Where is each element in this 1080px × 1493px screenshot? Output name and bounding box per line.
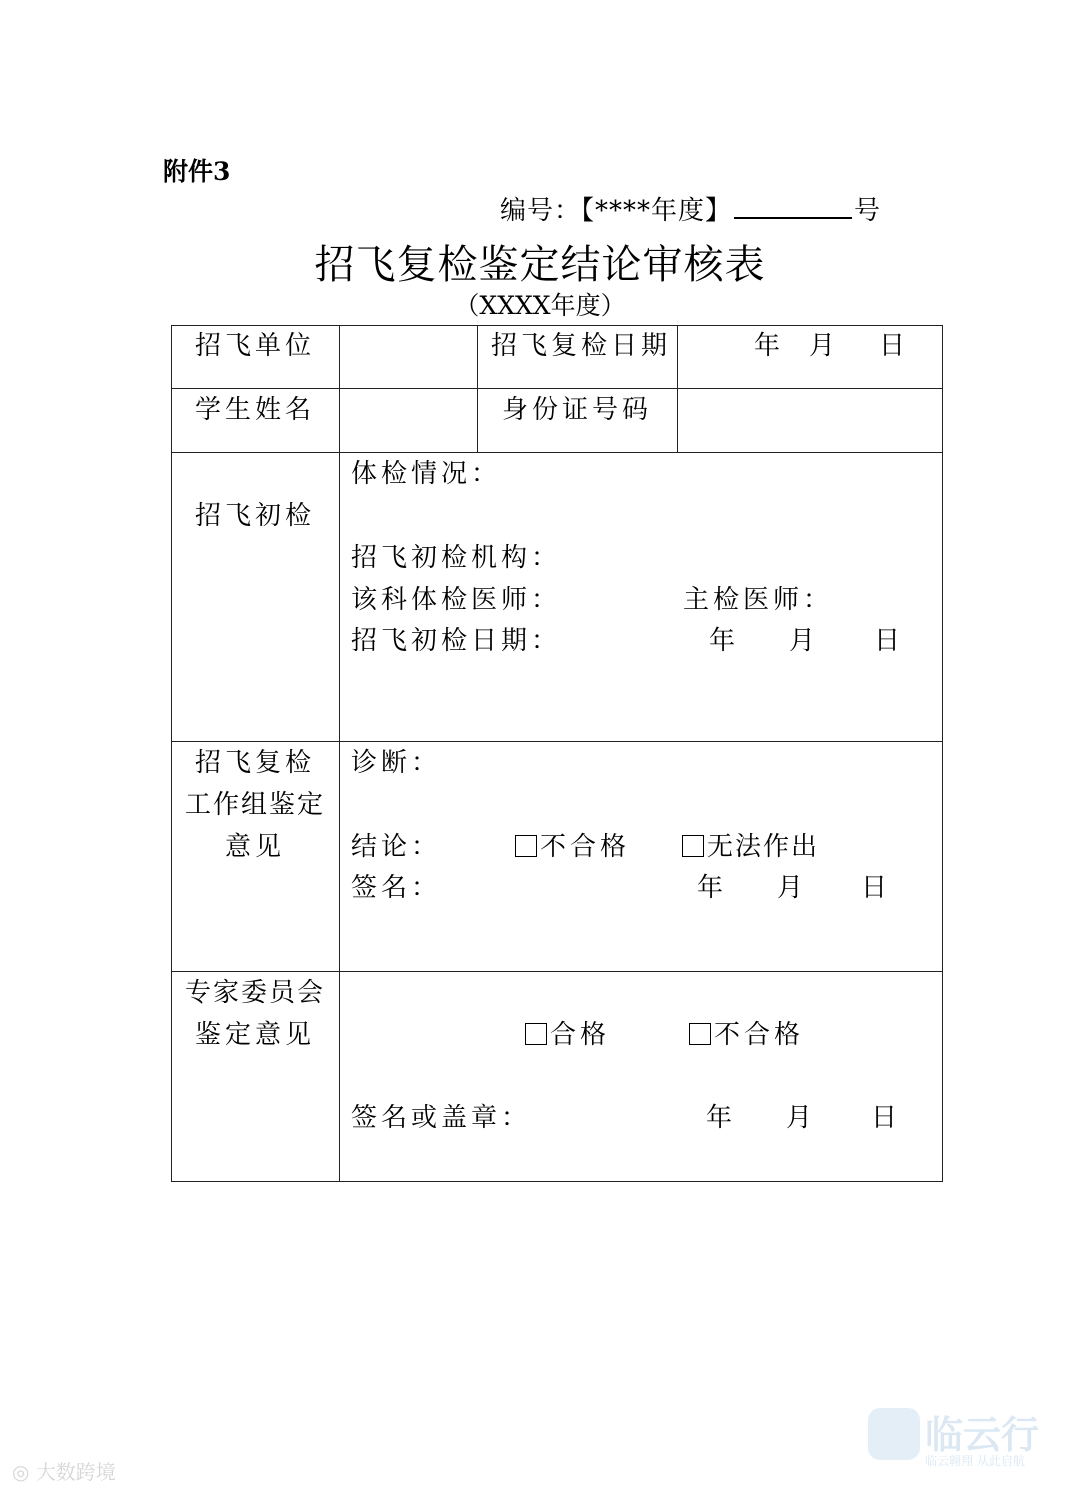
watermark-right-sub: 临云翱翔 从此启航 [925, 1454, 1025, 1468]
review-form-table [171, 325, 943, 1182]
expert-sign-year: 年 [706, 1103, 737, 1133]
checkbox-icon[interactable] [515, 835, 537, 857]
page-title: 招飞复检鉴定结论审核表 [314, 242, 766, 288]
expert-fail-option[interactable] [689, 1014, 804, 1056]
student-name-label: 学生姓名 [194, 395, 315, 425]
conclusion-fail-option[interactable] [515, 826, 630, 868]
recheck-date-year: 年 [754, 331, 785, 361]
recruit-unit-field[interactable] [340, 325, 476, 387]
initial-date-year: 年 [709, 626, 740, 656]
expert-pass-text: 合格 [550, 1020, 611, 1050]
conclusion-fail-text: 不合格 [540, 832, 631, 862]
checkbox-icon[interactable] [689, 1023, 711, 1045]
recheck-sign-month: 月 [777, 873, 808, 903]
exam-doctor-label: 该科体检医师： [351, 585, 562, 615]
watermark-left-text: 大数跨境 [35, 1460, 116, 1484]
watermark-left [12, 1456, 116, 1485]
table-border-right [942, 325, 943, 1182]
conclusion-unable-text: 无法作出 [707, 832, 820, 862]
id-number-label: 身份证号码 [501, 395, 652, 425]
physical-exam-label: 体检情况： [351, 459, 502, 489]
initial-date-label: 招飞初检日期： [351, 626, 562, 656]
id-number-field[interactable] [678, 389, 942, 451]
recheck-group-label-line1: 招飞复检 [194, 748, 315, 778]
table-col-divider [339, 325, 340, 1182]
airplane-logo-icon [868, 1408, 920, 1460]
initial-check-label: 招飞初检 [194, 501, 315, 531]
expert-sign-month: 月 [786, 1103, 817, 1133]
page-subtitle: （XXXX年度） [454, 291, 626, 320]
attachment-label: 附件3 [163, 157, 231, 186]
recheck-group-label-line3: 意见 [224, 832, 285, 862]
conclusion-unable-option[interactable] [682, 826, 819, 868]
checkbox-icon[interactable] [682, 835, 704, 857]
initial-date-day: 日 [874, 626, 905, 656]
recheck-sign-year: 年 [697, 873, 728, 903]
serial-suffix: 号 [854, 196, 882, 226]
recheck-sign-label: 签名： [351, 873, 442, 903]
diagnosis-label: 诊断： [351, 748, 442, 778]
serial-blank[interactable] [734, 191, 852, 219]
expert-sign-label: 签名或盖章： [351, 1103, 532, 1133]
student-name-field[interactable] [340, 389, 476, 451]
recheck-date-day: 日 [879, 331, 910, 361]
expert-fail-text: 不合格 [714, 1020, 805, 1050]
expert-sign-day: 日 [871, 1103, 902, 1133]
expert-pass-option[interactable] [525, 1014, 610, 1056]
recheck-sign-day: 日 [861, 873, 892, 903]
initial-date-month: 月 [789, 626, 820, 656]
weibo-logo-icon: ◎ [12, 1460, 36, 1484]
expert-committee-label-line1: 专家委员会 [184, 978, 325, 1008]
initial-institution-label: 招飞初检机构： [351, 543, 562, 573]
table-border-bottom [171, 1181, 943, 1182]
recheck-date-label: 招飞复检日期 [491, 331, 672, 361]
recheck-group-label-line2: 工作组鉴定 [184, 790, 325, 820]
checkbox-icon[interactable] [525, 1023, 547, 1045]
recheck-date-month: 月 [809, 331, 840, 361]
chief-doctor-label: 主检医师： [683, 585, 834, 615]
conclusion-label: 结论： [351, 832, 442, 862]
recruit-unit-label: 招飞单位 [194, 331, 315, 361]
serial-prefix: 编号：【****年度】 [500, 196, 733, 226]
table-row-divider [171, 452, 943, 453]
expert-committee-label-line2: 鉴定意见 [194, 1020, 315, 1050]
watermark-right: 临云行 [925, 1413, 1040, 1457]
serial-number-line [500, 190, 881, 227]
